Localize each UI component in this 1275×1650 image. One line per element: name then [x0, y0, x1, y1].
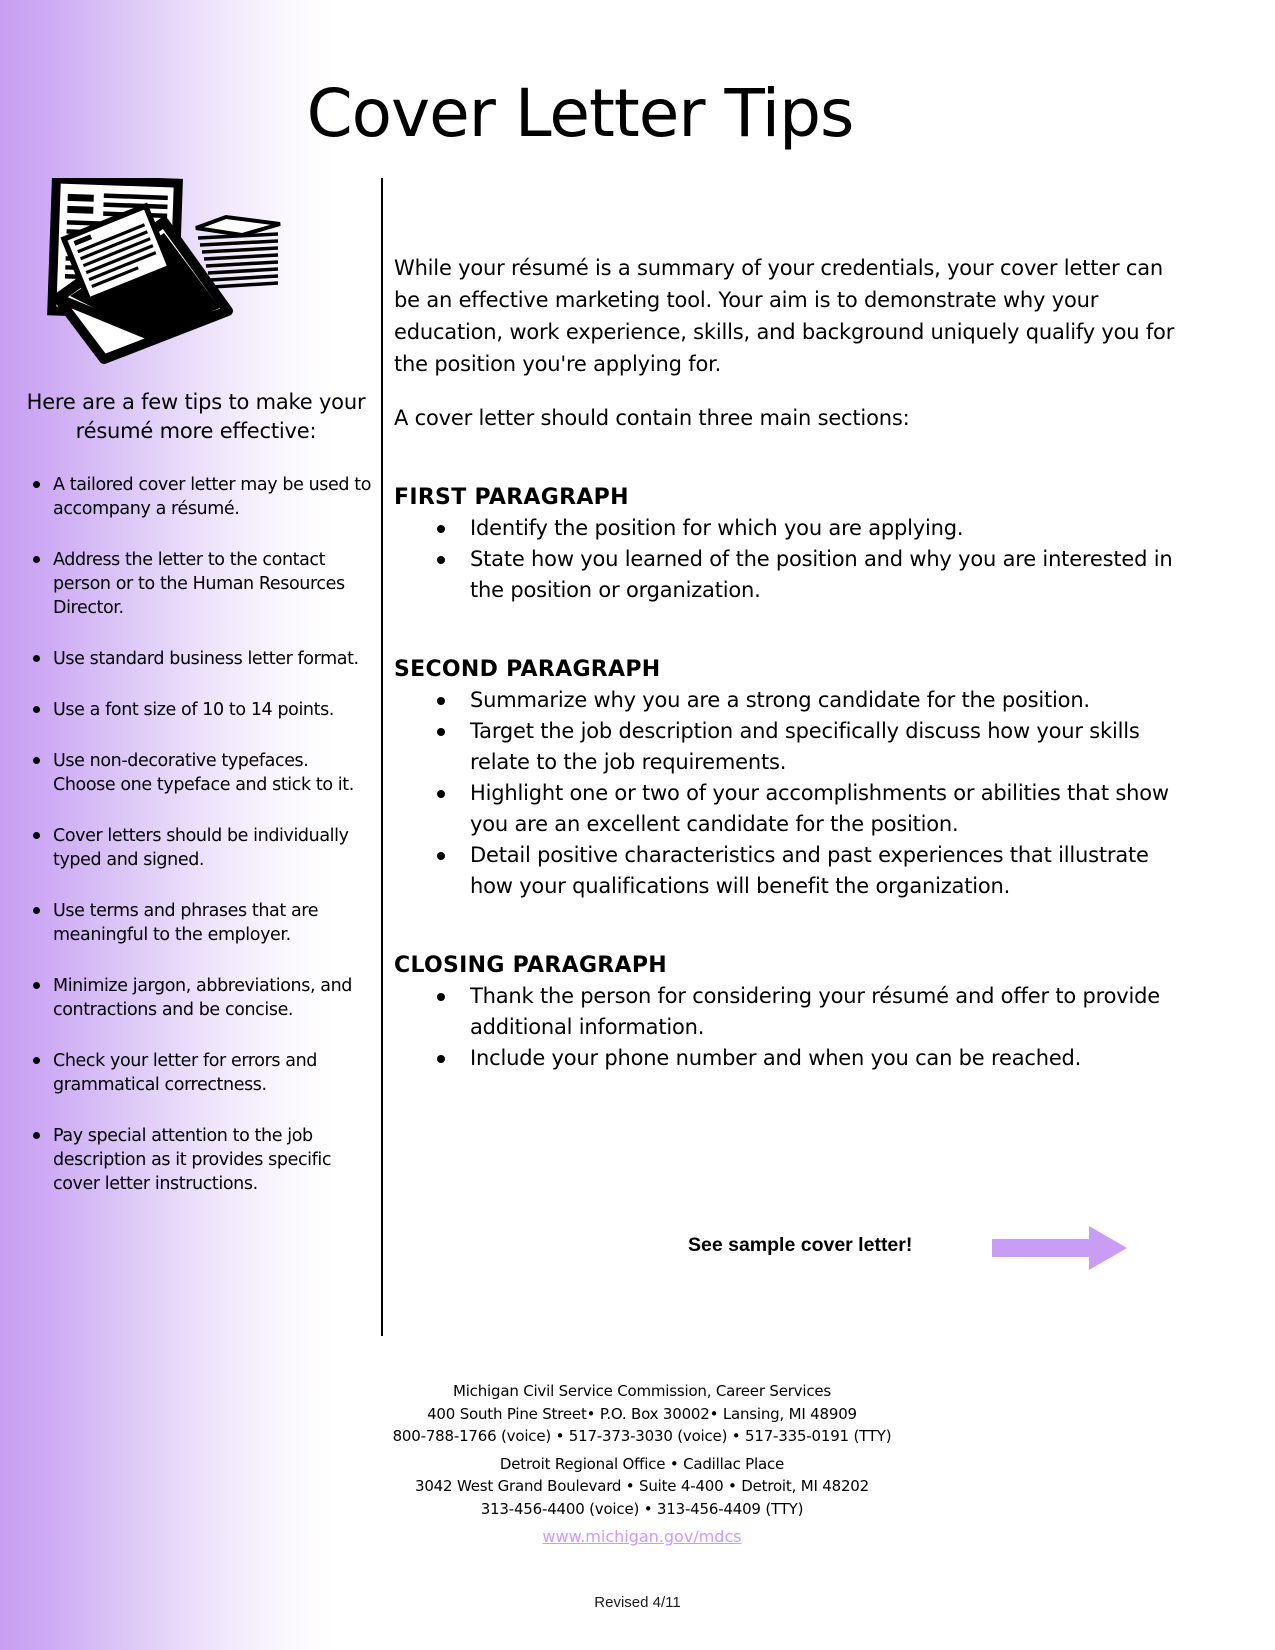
tips-list — [18, 473, 374, 1196]
tip-item: Use non-decorative typefaces. Choose one typeface and stick to it. — [32, 749, 374, 797]
tip-item: Cover letters should be individually typed and signed. — [32, 824, 374, 872]
main-content — [394, 252, 1184, 1074]
section-heading: FIRST PARAGRAPH — [394, 485, 629, 510]
footer-line: Michigan Civil Service Commission, Career Services — [452, 1382, 832, 1400]
bullet-item: Thank the person for considering your résumé and offer to provide additional information. — [394, 981, 1184, 1043]
letter-section — [394, 950, 1184, 1074]
footer — [330, 1380, 954, 1546]
tip-item: Use a font size of 10 to 14 points. — [32, 698, 374, 722]
footer-line: 800-788-1766 (voice) • 517-373-3030 (voice) • 517-335-0191 (TTY) — [392, 1427, 892, 1445]
bullet-item: Summarize why you are a strong candidate for the position. — [394, 685, 1184, 716]
letter-section — [394, 482, 1184, 606]
section-bullets — [394, 981, 1184, 1074]
section-heading: SECOND PARAGRAPH — [394, 657, 661, 682]
tip-item: Use terms and phrases that are meaningful to the employer. — [32, 899, 374, 947]
see-sample-label: See sample cover letter! — [688, 1234, 913, 1256]
footer-group-lansing — [330, 1380, 954, 1448]
tip-item: Pay special attention to the job description as it provides specific cover letter instructions. — [32, 1124, 374, 1196]
website-link[interactable]: www.michigan.gov/mdcs — [542, 1527, 742, 1546]
right-arrow-icon — [992, 1224, 1127, 1276]
sidebar-heading: Here are a few tips to make your résumé more effective: — [26, 390, 366, 443]
section-bullets — [394, 513, 1184, 606]
tip-item: Minimize jargon, abbreviations, and contractions and be concise. — [32, 974, 374, 1022]
vertical-divider — [381, 178, 383, 1336]
sections-lead: A cover letter should contain three main sections: — [394, 406, 910, 430]
sections — [394, 482, 1184, 1074]
section-bullets — [394, 685, 1184, 902]
footer-line: 313-456-4400 (voice) • 313-456-4409 (TTY) — [480, 1499, 804, 1518]
tip-item: Address the letter to the contact person or to the Human Resources Director. — [32, 548, 374, 620]
section-heading: CLOSING PARAGRAPH — [394, 953, 667, 978]
footer-line: Detroit Regional Office • Cadillac Place — [499, 1454, 785, 1473]
tip-item: Check your letter for errors and grammatical correctness. — [32, 1049, 374, 1097]
tip-item: A tailored cover letter may be used to accompany a résumé. — [32, 473, 374, 521]
footer-line: 400 South Pine Street• P.O. Box 30002• Lansing, MI 48909 — [427, 1404, 857, 1423]
revised-date: Revised 4/11 — [594, 1594, 681, 1611]
page-title: Cover Letter Tips — [306, 75, 854, 152]
bullet-item: State how you learned of the position and why you are interested in the position or organization. — [394, 544, 1184, 606]
sidebar — [18, 388, 374, 1223]
envelope-letters-icon — [44, 178, 282, 368]
tip-item: Use standard business letter format. — [32, 647, 374, 671]
bullet-item: Identify the position for which you are applying. — [394, 513, 1184, 544]
bullet-item: Target the job description and specifically discuss how your skills relate to the job requirements. — [394, 716, 1184, 778]
footer-group-detroit — [330, 1453, 954, 1521]
footer-line: 3042 West Grand Boulevard • Suite 4-400 • Detroit, MI 48202 — [415, 1477, 869, 1495]
bullet-item: Highlight one or two of your accomplishments or abilities that show you are an excellent candidate for the position. — [394, 778, 1184, 840]
letter-section — [394, 654, 1184, 902]
intro-paragraph: While your résumé is a summary of your credentials, your cover letter can be an effective marketing tool. Your aim is to demonstrate why your education, work experience, skills, and background uniquely qualify you for the position you're applying for. — [394, 256, 1175, 376]
bullet-item: Detail positive characteristics and past experiences that illustrate how your qualifications will benefit the organization. — [394, 840, 1184, 902]
bullet-item: Include your phone number and when you can be reached. — [394, 1043, 1184, 1074]
